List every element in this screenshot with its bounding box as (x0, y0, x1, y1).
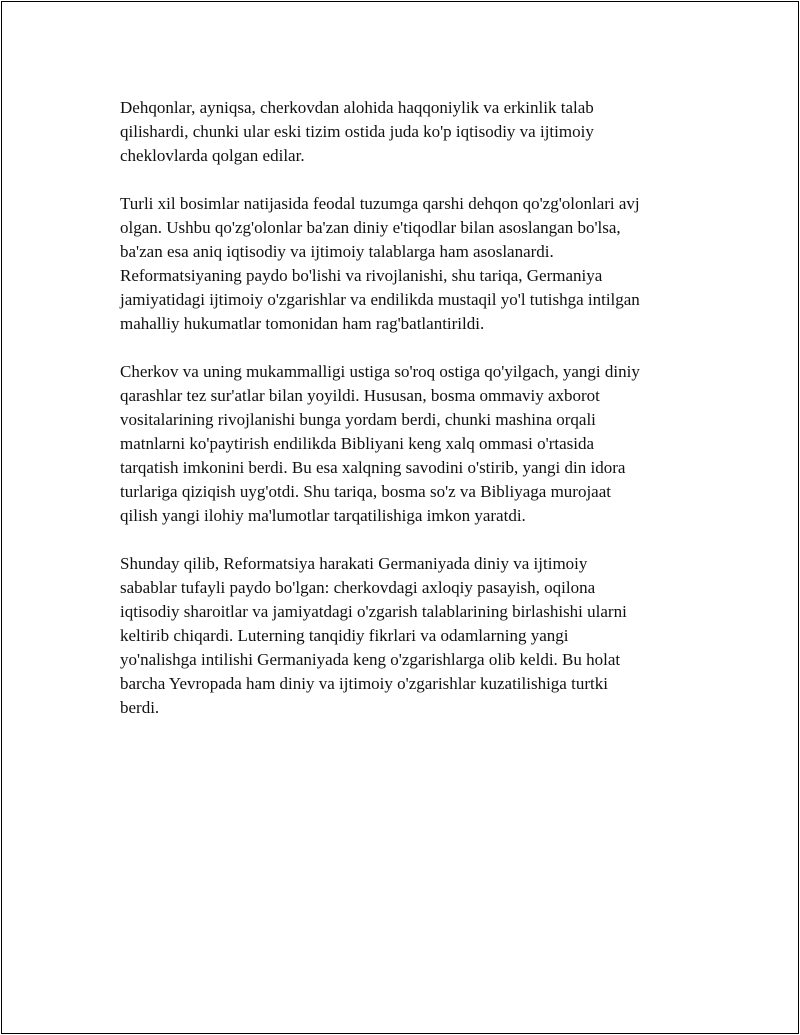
paragraph-3: Cherkov va uning mukammalligi ustiga so'roq ostiga qo'yilgach, yangi diniy qarashlar tez sur'atlar bilan yoyildi. Hususan, bosma ommaviy axborot vositalarining rivojlanishi bunga yordam berdi, chunki mashina orqali matnlarni ko'paytirish endilikda Bibliyani keng xalq ommasi o'rtasida tarqatish imkonini berdi. Bu esa xalqning savodini o'stirib, yangi din idora turlariga qiziqish uyg'otdi. Shu tariqa, bosma so'z va Bibliyaga murojaat qilish yangi ilohiy ma'lumotlar tarqatilishiga imkon yaratdi. (120, 362, 640, 525)
paragraph-2: Turli xil bosimlar natijasida feodal tuzumga qarshi dehqon qo'zg'olonlari avj olgan. Ushbu qo'zg'olonlar ba'zan diniy e'tiqodlar bilan asoslangan bo'lsa, ba'zan esa aniq iqtisodiy va ijtimoiy talablarga ham asoslanardi. Reformatsiyaning paydo bo'lishi va rivojlanishi, shu tariqa, Germaniya jamiyatidagi ijtimoiy o'zgarishlar va endilikda mustaqil yo'l tutishga intilgan mahalliy hukumatlar tomonidan ham rag'batlantirildi. (120, 194, 640, 333)
document-body (120, 96, 700, 744)
paragraph-1: Dehqonlar, ayniqsa, cherkovdan alohida haqqoniylik va erkinlik talab qilishardi, chunki ular eski tizim ostida juda ko'p iqtisodiy va ijtimoiy cheklovlarda qolgan edilar. (120, 98, 594, 165)
page-frame (1, 1, 799, 1034)
paragraph-4: Shunday qilib, Reformatsiya harakati Germaniyada diniy va ijtimoiy sabablar tufayli paydo bo'lgan: cherkovdagi axloqiy pasayish, oqilona iqtisodiy sharoitlar va jamiyatdagi o'zgarish talablarining birlashishi ularni keltirib chiqardi. Luterning tanqidiy fikrlari va odamlarning yangi yo'nalishga intilishi Germaniyada keng o'zgarishlarga olib keldi. Bu holat barcha Yevropada ham diniy va ijtimoiy o'zgarishlar kuzatilishiga turtki berdi. (120, 554, 627, 717)
